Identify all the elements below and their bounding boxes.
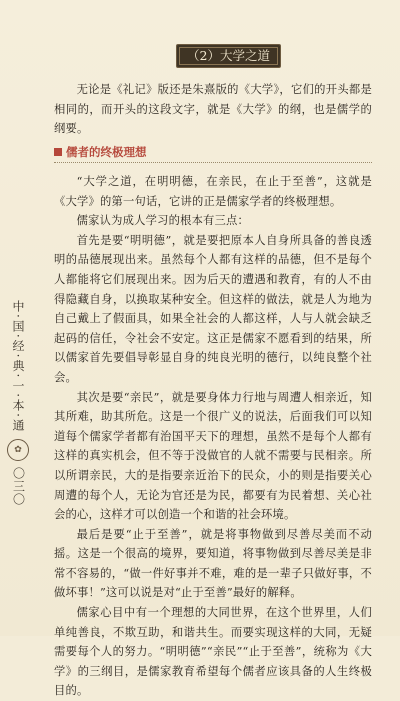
paragraph: “大学之道，在明明德，在亲民，在止于至善”，这就是《大学》的第一句话，它讲的正是儒家学者的终极理想。	[54, 175, 372, 208]
section-title: （2）大学之道	[176, 44, 281, 68]
page-number: 〇三〇	[11, 466, 26, 506]
subheading-text: 儒者的终极理想	[66, 145, 147, 159]
paragraph: 儒家认为成人学习的根本有三点：	[76, 214, 250, 228]
emblem-icon: ✿	[7, 439, 29, 461]
paragraph: 首先是要“明明德”，就是要把原本人自身所具备的善良透明的品德展现出来。虽然每个人都有这样的品德，但不是每个人都能将它们展现出来。因为后天的遭遇和教育，有的人不由得隐藏自身，以换取某种安全。但这样的做法，就是人为地为自己戴上了假面具，如果全社会的人都这样，人与人就会缺乏起码的信任，令社会不安定。这正是儒家不愿看到的结果，所以儒家首先要倡导彰显自身的纯良光明的德行，以纯良整个社会。	[54, 233, 372, 384]
subheading	[54, 144, 147, 160]
dotted-divider	[54, 162, 372, 164]
square-bullet-icon	[54, 148, 62, 156]
paragraph: 最后是要“止于至善”，就是将事物做到尽善尽美而不动摇。这是一个很高的境界，要知道，将事物做到尽善尽美是非常不容易的，“做一件好事并不难，难的是一辈子只做好事，不做坏事！”这可以说是对“止于至善”最好的解释。	[54, 527, 372, 600]
intro-block	[54, 80, 372, 139]
side-margin	[8, 300, 28, 506]
paragraph: 儒家心目中有一个理想的大同世界，在这个世界里，人们单纯善良，不欺互助，和谐共生。而要实现这样的大同，无疑需要每个人的努力。“明明德”“亲民”“止于至善”，统称为《大学》的三纲目，是儒家教育希望每个儒者应该具备的人生终极目的。	[54, 606, 372, 698]
intro-paragraph: 无论是《礼记》版还是朱熹版的《大学》，它们的开头都是相同的，而开头的这段文字，就是《大学》的纲，也是儒学的纲要。	[54, 83, 372, 136]
body-block	[54, 172, 372, 701]
paragraph: 其次是要“亲民”，就是要身体力行地与周遭人相亲近，知其所难，助其所危。这是一个很广义的说法，后面我们可以知道每个儒家学者都有治国平天下的理想，虽然不是每个人都有这样的真实机会，但不等于没做官的人就不需要与民相亲。所以所谓亲民，大的是指要亲近治下的民众，小的则是指要关心周遭的每个人，无论为官还是为民，都要有为民着想、关心社会的心，这样才可以创造一个和谐的社会环境。	[54, 390, 372, 522]
book-series-title: 中·国·经·典·一·本·通	[11, 300, 25, 433]
